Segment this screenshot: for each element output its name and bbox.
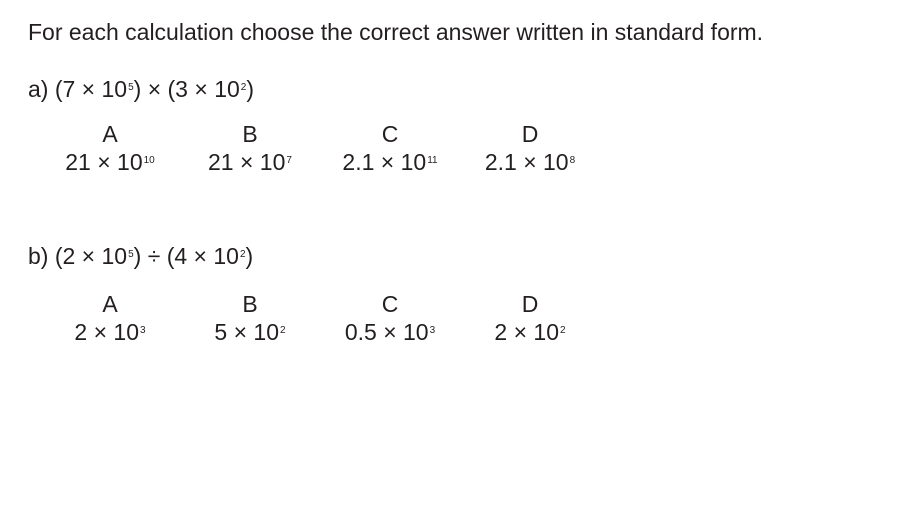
choice-letter: D [521, 121, 539, 147]
choice-letter: B [242, 291, 258, 317]
question-b-choice-b[interactable] [180, 290, 320, 346]
choice-value: $5 \times 10^2$ [214, 319, 286, 345]
choice-letter: C [381, 121, 399, 147]
question-b-choice-c[interactable] [320, 290, 460, 346]
question-a [28, 74, 254, 104]
choice-letter: D [521, 291, 539, 317]
choice-letter: B [242, 121, 258, 147]
question-b [28, 241, 253, 271]
choice-letter: A [102, 121, 118, 147]
question-a-label: a) [28, 76, 49, 102]
choice-letter: A [102, 291, 118, 317]
question-a-choice-b[interactable] [180, 120, 320, 176]
choice-value: $2 \times 10^2$ [494, 319, 566, 345]
choice-value: $21 \times 10^7$ [208, 149, 292, 175]
instruction-text: For each calculation choose the correct answer written in standard form. [28, 19, 764, 45]
choice-value: $21 \times 10^{10}$ [65, 149, 155, 175]
question-b-label: b) [28, 243, 49, 269]
choice-value: $2.1 \times 10^8$ [484, 149, 576, 175]
question-b-choice-a[interactable] [40, 290, 180, 346]
question-a-choice-a[interactable] [40, 120, 180, 176]
choice-value: $2 \times 10^3$ [74, 319, 146, 345]
question-b-choice-d[interactable] [460, 290, 600, 346]
question-a-choice-d[interactable] [460, 120, 600, 176]
choice-letter: C [381, 291, 399, 317]
question-a-expression: $(7 \times 10^5) \times (3 \times 10^2)$ [54, 76, 255, 102]
question-a-choice-c[interactable] [320, 120, 460, 176]
choice-value: $2.1 \times 10^{11}$ [342, 149, 438, 175]
choice-value: $0.5 \times 10^3$ [344, 319, 436, 345]
question-b-expression: $(2 \times 10^5) \div (4 \times 10^2)$ [54, 243, 254, 269]
